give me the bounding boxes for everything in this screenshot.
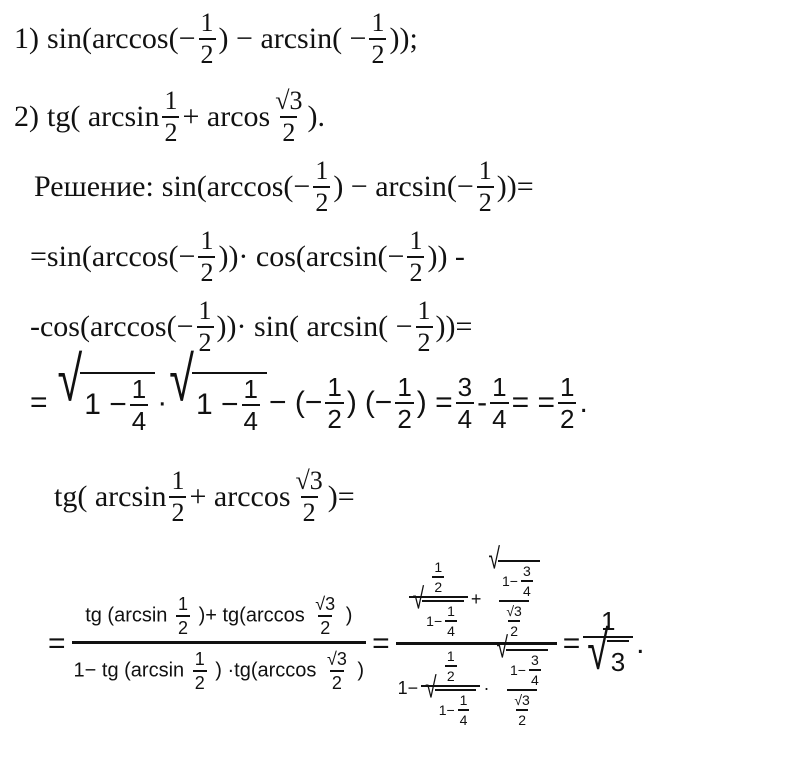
tg-expansion [48,543,645,728]
tg-text-b: + arccos [189,480,291,513]
fraction-one-half: $\frac{1}{2}$ [315,156,329,217]
equals-sign: = [372,626,390,660]
radical-icon: √ [57,343,83,415]
equals-sign: ) = [416,386,453,419]
fraction-one-over-sqrt3: 1 √ 3 [583,608,633,679]
minus-paren: − (− [268,386,323,419]
fraction-one-half: $\frac{1}{2}$ [171,466,185,527]
fraction-sqrt3-over-2: $\frac{√3}{2}$ [315,594,336,638]
fraction-one-half: $\frac{1}{2}$ [194,649,205,693]
one-minus: 1− [438,702,455,718]
fraction-sqrt3-over-2: $\frac{√3}{2}$ [295,466,323,527]
fraction-one-half: $\frac{1}{2}$ [200,8,214,69]
radical-icon: √ [488,543,500,576]
solution-line-3 [30,298,472,356]
radical-icon: √ [496,632,508,665]
problem-1-text-c: )); [389,22,418,55]
paren-open: (− [364,386,393,419]
problem-1-label: 1) [14,22,39,55]
dot: · [483,678,490,698]
one-minus: 1− [426,613,443,629]
one-minus: 1− [509,662,526,678]
problem-1-text-a: sin(arccos(− [47,22,196,55]
problem-2-text-b: + arcos [182,100,271,133]
fraction-one-quarter: $\frac{1}{4}$ [243,374,258,436]
solution-line-2-b: ))· cos(arcsin(− [218,240,405,273]
equals-sign: = [562,626,581,660]
fraction-one-half: $\frac{1}{2}$ [417,296,431,357]
fraction-one-half: $\frac{1}{2}$ [478,156,492,217]
fraction-sqrt3-over-2: $\frac{√3}{2}$ [506,603,522,639]
solution-line-2-c: )) - [427,240,465,273]
problem-2 [14,88,325,146]
one-minus: 1− [397,678,419,698]
equals-sign: = [30,386,48,419]
problem-1-text-b: ) − arcsin( − [218,22,367,55]
half-over-sqrt [421,649,480,727]
fraction-one-half: $\frac{1}{2}$ [178,594,189,638]
sqrt-over-sqrt3-half [492,632,551,728]
sqrt-expression [488,543,539,599]
one-minus: 1 − [195,388,239,421]
denominator-c: ) [357,659,365,682]
solution-heading: Решение: [34,170,154,203]
one-minus: 1 − [84,388,127,421]
radical-icon: √ [425,672,437,705]
fraction-one-half: $\frac{1}{2}$ [446,648,455,684]
fraction-one-quarter: $\frac{1}{4}$ [447,603,455,639]
fraction-one-half: $\frac{1}{2}$ [397,372,412,434]
fraction-three-quarters: $\frac{3}{4}$ [522,563,531,599]
problem-2-label: 2) [14,100,39,133]
solution-line-2-a: =sin(arccos(− [30,240,196,273]
radical-icon: √ [169,343,194,415]
radical-icon: √ [587,621,609,682]
solution-line-3-a: -cos(arccos(− [30,310,194,343]
numerator-c: ) [345,604,353,627]
solution-line-1-c: ))= [496,170,534,203]
fraction-one-half: $\frac{1}{2}$ [200,226,214,287]
fraction-one-half: $\frac{1}{2}$ [198,296,212,357]
solution-line-2 [30,228,465,286]
fraction-one-half: $\frac{1}{2}$ [434,559,443,595]
fraction-one-half: $\frac{1}{2}$ [327,372,342,434]
sqrt-over-sqrt3-half [484,543,543,639]
period: . [636,626,645,660]
problem-2-text-a: tg( arcsin [47,100,160,133]
fraction-one-half: $\frac{1}{2}$ [559,372,575,434]
sqrt-expression [425,672,476,728]
numerator-a: tg (arcsin [85,604,168,627]
fraction-one-half: $\frac{1}{2}$ [371,8,385,69]
fraction-sqrt3-over-2: $\frac{√3}{2}$ [275,86,303,147]
sqrt-expression [169,343,267,436]
fraction-one-half: $\frac{1}{2}$ [409,226,423,287]
sqrt-expression: √ 3 [587,640,629,679]
minus: - [477,386,488,419]
sqrt-expression [412,583,464,639]
half-over-sqrt [409,560,468,638]
fraction-one-quarter: $\frac{1}{4}$ [459,692,468,728]
solution-line-1-a: sin(arccos(− [161,170,311,203]
equals-sign: = [48,626,66,660]
fraction-one-quarter: $\frac{1}{4}$ [131,374,147,436]
numerator-b: )+ tg(arccos [198,604,305,627]
fraction-sqrt3-over-2: $\frac{√3}{2}$ [514,692,530,728]
fraction-three-quarters: $\frac{3}{4}$ [457,372,473,434]
sqrt-expression [496,632,547,688]
tg-text-a: tg( arcsin [54,480,167,513]
equals-equals: = = [511,386,555,419]
solution-line-4 [30,343,588,436]
sqrt-expression [57,343,156,436]
denominator-b: ) ·tg(arccos [215,659,317,682]
period: . [579,386,588,419]
solution-line-1 [34,158,534,216]
solution-line-3-b: ))· sin( arcsin( − [216,310,413,343]
radical-icon: √ [412,583,425,616]
fraction-sqrt3-over-2: $\frac{√3}{2}$ [326,649,347,693]
fraction-one-quarter: $\frac{1}{4}$ [492,372,507,434]
solution-line-3-c: ))= [435,310,473,343]
tg-text-c: )= [327,480,355,513]
problem-2-text-c: ). [307,100,325,133]
fraction-one-half: $\frac{1}{2}$ [164,86,178,147]
solution-line-1-b: ) − arcsin(− [333,170,474,203]
one-minus: 1− [501,573,518,589]
problem-1 [14,10,418,68]
plus: + [470,589,482,609]
tg-line [54,468,355,526]
paren-close: ) [346,386,357,419]
dot: · [157,386,168,419]
nested-fraction [396,543,557,728]
denominator-a: 1− tg (arcsin [73,659,185,682]
fraction-three-quarters: $\frac{3}{4}$ [530,652,539,688]
tg-sum-fraction [72,595,367,692]
